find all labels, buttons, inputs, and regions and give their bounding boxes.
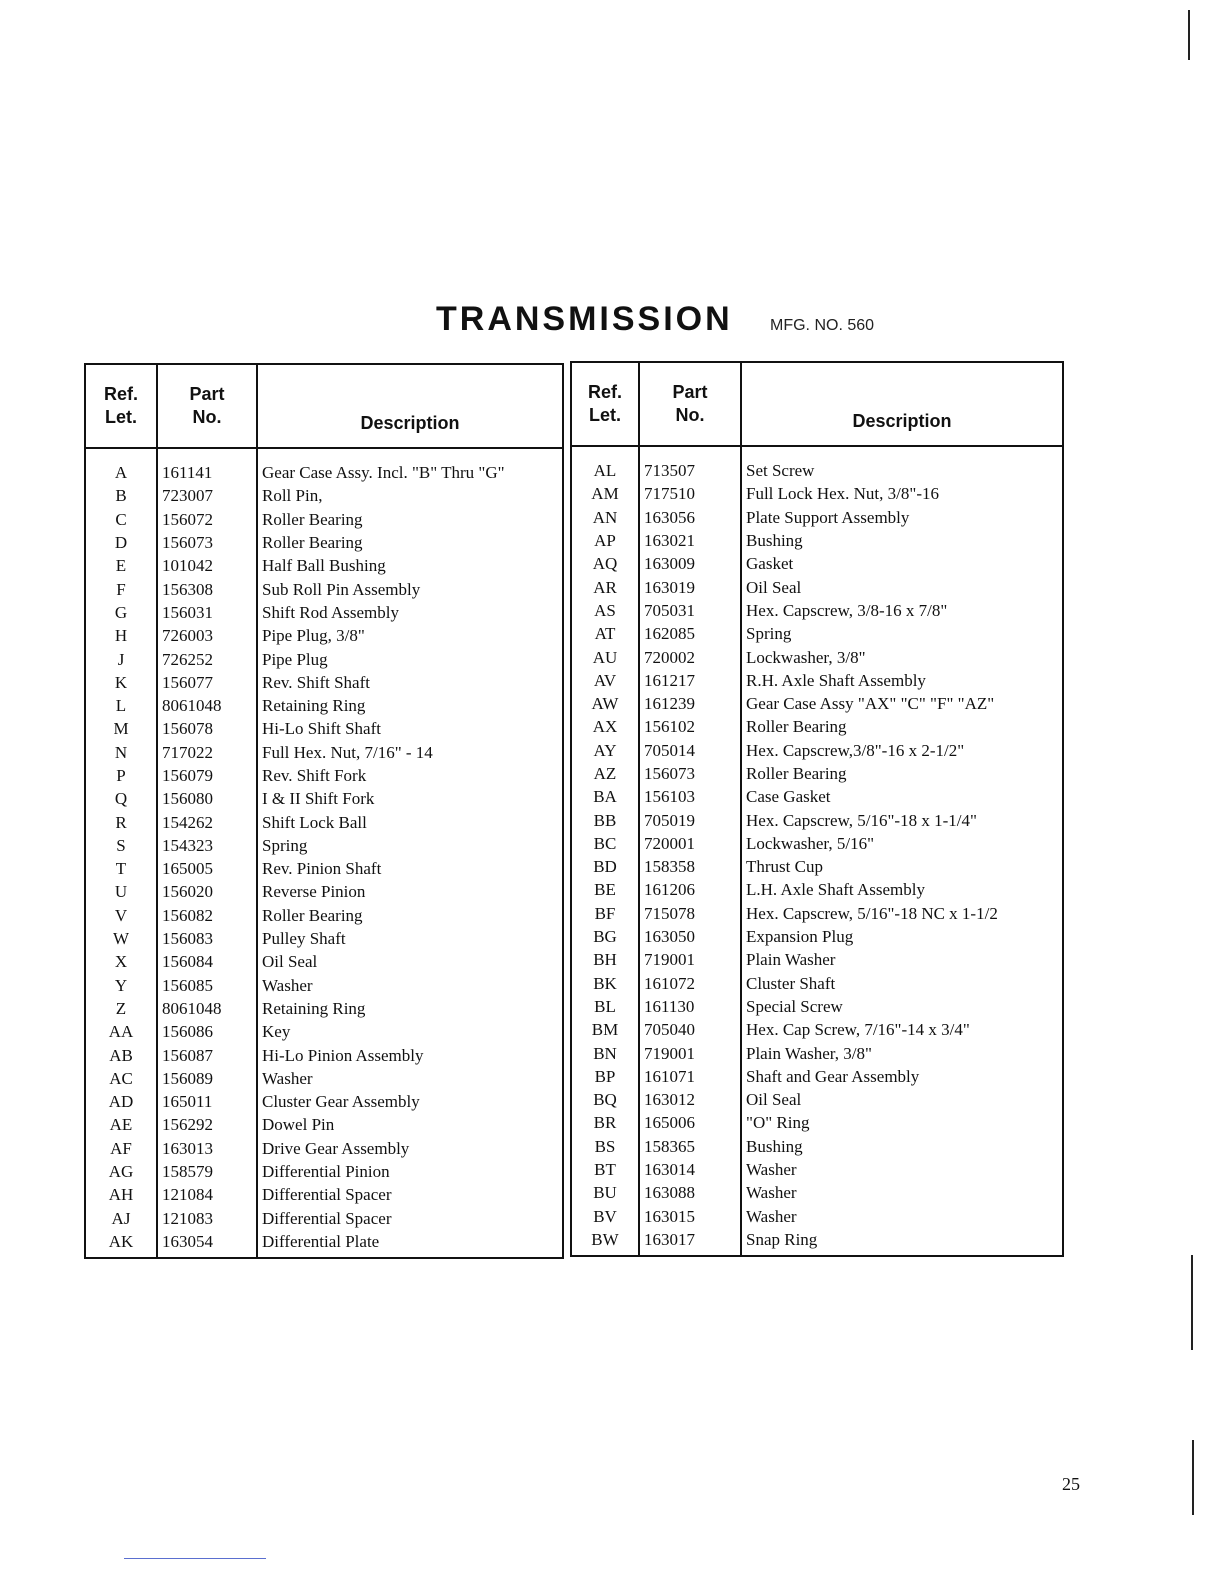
- ref-let-cell: BP: [571, 1065, 639, 1088]
- table-row: [85, 484, 563, 507]
- part-no-cell: 163050: [639, 925, 741, 948]
- table-row: [85, 1230, 563, 1258]
- part-no-cell: 156077: [157, 671, 257, 694]
- page-number: 25: [1062, 1474, 1080, 1494]
- part-no-cell: 717022: [157, 741, 257, 764]
- ref-let-cell: BR: [571, 1111, 639, 1134]
- ref-let-cell: G: [85, 601, 157, 624]
- table-header-row: [571, 362, 1063, 446]
- table-row: [85, 1113, 563, 1136]
- description-cell: Special Screw: [746, 996, 843, 1016]
- ref-let-cell: BQ: [571, 1088, 639, 1111]
- part-no-cell: 161072: [639, 972, 741, 995]
- description-cell: Rev. Shift Shaft: [262, 672, 370, 692]
- ref-let-cell: Q: [85, 787, 157, 810]
- description-cell: Differential Pinion: [262, 1162, 390, 1182]
- ref-let-cell: M: [85, 717, 157, 740]
- ref-let-cell: V: [85, 904, 157, 927]
- part-no-cell: 156073: [639, 762, 741, 785]
- ref-let-cell: BG: [571, 925, 639, 948]
- ref-let-cell: AH: [85, 1183, 157, 1206]
- part-no-cell: 156103: [639, 785, 741, 808]
- part-no-cell: 719001: [639, 948, 741, 971]
- ref-let-cell: BB: [571, 808, 639, 831]
- part-no-cell: 163013: [157, 1137, 257, 1160]
- ref-let-cell: AW: [571, 692, 639, 715]
- part-no-cell: 163014: [639, 1158, 741, 1181]
- description-cell: Bushing: [746, 1136, 803, 1156]
- part-no-cell: 161239: [639, 692, 741, 715]
- table-row: [85, 741, 563, 764]
- part-no-cell: 726252: [157, 647, 257, 670]
- part-no-cell: 163019: [639, 575, 741, 598]
- table-row: [85, 694, 563, 717]
- ref-let-cell: AY: [571, 739, 639, 762]
- part-no-cell: 161130: [639, 995, 741, 1018]
- table-row: [85, 1160, 563, 1183]
- ref-let-cell: BL: [571, 995, 639, 1018]
- part-no-cell: 156084: [157, 950, 257, 973]
- parts-table-body-left: [85, 448, 563, 1258]
- description-cell: Rev. Shift Fork: [262, 766, 367, 785]
- table-row: [85, 997, 563, 1020]
- ref-let-cell: AR: [571, 575, 639, 598]
- table-row: [571, 575, 1063, 598]
- part-no-cell: 163088: [639, 1181, 741, 1204]
- description-cell: Differential Plate: [262, 1231, 380, 1251]
- table-row: [571, 669, 1063, 692]
- ref-let-cell: AG: [85, 1160, 157, 1183]
- description-cell: Retaining Ring: [262, 696, 366, 716]
- ref-let-cell: AT: [571, 622, 639, 645]
- ref-let-cell: BN: [571, 1041, 639, 1064]
- ref-let-cell: AF: [85, 1137, 157, 1160]
- ref-let-cell: AU: [571, 645, 639, 668]
- ref-let-header: Ref. Let.: [85, 364, 157, 448]
- part-no-cell: 163015: [639, 1205, 741, 1228]
- ref-let-cell: BS: [571, 1135, 639, 1158]
- part-no-header: Part No.: [157, 364, 257, 448]
- ref-let-cell: AN: [571, 506, 639, 529]
- ref-let-cell: A: [85, 448, 157, 484]
- table-row: [571, 762, 1063, 785]
- ref-let-cell: Z: [85, 997, 157, 1020]
- part-no-cell: 154262: [157, 810, 257, 833]
- part-no-cell: 156102: [639, 715, 741, 738]
- part-no-cell: 723007: [157, 484, 257, 507]
- description-cell: Bushing: [746, 531, 803, 551]
- part-no-cell: 156079: [157, 764, 257, 787]
- table-row: [571, 995, 1063, 1018]
- part-no-cell: 156086: [157, 1020, 257, 1043]
- description-cell: Shift Lock Ball: [262, 812, 367, 832]
- description-cell: Full Lock Hex. Nut, 3/8"-16: [746, 484, 939, 504]
- description-cell: Case Gasket: [746, 787, 831, 807]
- table-row: [571, 948, 1063, 971]
- margin-rule: [1188, 10, 1190, 60]
- margin-rule: [124, 1558, 266, 1559]
- part-no-cell: 156292: [157, 1113, 257, 1136]
- description-cell: Set Screw: [746, 461, 815, 481]
- table-row: [571, 482, 1063, 505]
- table-row: [85, 1090, 563, 1113]
- part-no-cell: 156085: [157, 974, 257, 997]
- description-cell: Key: [262, 1022, 291, 1042]
- ref-let-cell: B: [85, 484, 157, 507]
- part-no-cell: 156078: [157, 717, 257, 740]
- description-cell: "O" Ring: [746, 1113, 810, 1133]
- part-no-cell: 163012: [639, 1088, 741, 1111]
- ref-let-cell: BM: [571, 1018, 639, 1041]
- table-row: [85, 448, 563, 484]
- description-cell: Oil Seal: [746, 1090, 802, 1110]
- description-cell: Washer: [262, 1068, 313, 1088]
- table-row: [85, 1043, 563, 1066]
- part-no-cell: 156087: [157, 1043, 257, 1066]
- description-cell: Roller Bearing: [262, 509, 363, 529]
- part-no-cell: 720002: [639, 645, 741, 668]
- part-no-cell: 719001: [639, 1041, 741, 1064]
- ref-let-cell: J: [85, 647, 157, 670]
- description-cell: I & II Shift Fork: [262, 789, 375, 809]
- table-row: [571, 599, 1063, 622]
- table-header-row: [85, 364, 563, 448]
- ref-let-cell: AZ: [571, 762, 639, 785]
- description-cell: Cluster Shaft: [746, 973, 836, 993]
- table-row: [571, 1158, 1063, 1181]
- ref-let-cell: X: [85, 950, 157, 973]
- ref-let-cell: BC: [571, 832, 639, 855]
- table-row: [85, 1067, 563, 1090]
- margin-rule: [1191, 1255, 1193, 1350]
- part-no-cell: 8061048: [157, 694, 257, 717]
- table-row: [571, 622, 1063, 645]
- part-no-cell: 161071: [639, 1065, 741, 1088]
- part-no-cell: 163017: [639, 1228, 741, 1256]
- table-row: [571, 785, 1063, 808]
- table-row: [571, 552, 1063, 575]
- part-no-cell: 162085: [639, 622, 741, 645]
- ref-let-cell: AL: [571, 446, 639, 482]
- description-cell: R.H. Axle Shaft Assembly: [746, 670, 926, 690]
- ref-let-cell: W: [85, 927, 157, 950]
- table-row: [85, 834, 563, 857]
- part-no-cell: 156082: [157, 904, 257, 927]
- ref-let-cell: AS: [571, 599, 639, 622]
- margin-rule: [1192, 1440, 1194, 1515]
- table-row: [85, 810, 563, 833]
- part-no-cell: 156020: [157, 880, 257, 903]
- description-cell: Half Ball Bushing: [262, 556, 386, 576]
- description-cell: Pulley Shaft: [262, 929, 346, 949]
- ref-let-cell: AQ: [571, 552, 639, 575]
- ref-let-cell: AP: [571, 529, 639, 552]
- parts-table-left: [84, 363, 564, 1259]
- part-no-cell: 121083: [157, 1207, 257, 1230]
- description-cell: Roller Bearing: [746, 764, 847, 783]
- table-row: [571, 1205, 1063, 1228]
- ref-let-cell: BW: [571, 1228, 639, 1256]
- ref-let-cell: U: [85, 880, 157, 903]
- description-cell: Gear Case Assy "AX" "C" "F" "AZ": [746, 694, 995, 714]
- description-cell: Lockwasher, 5/16": [746, 833, 875, 853]
- table-row: [571, 1065, 1063, 1088]
- description-cell: Oil Seal: [746, 577, 802, 597]
- description-cell: Differential Spacer: [262, 1208, 392, 1228]
- description-cell: Expansion Plug: [746, 927, 854, 947]
- table-row: [85, 880, 563, 903]
- description-cell: Drive Gear Assembly: [262, 1138, 410, 1158]
- description-cell: Washer: [746, 1160, 797, 1180]
- ref-let-cell: H: [85, 624, 157, 647]
- table-row: [85, 974, 563, 997]
- part-no-cell: 156083: [157, 927, 257, 950]
- description-cell: Hex. Capscrew, 3/8-16 x 7/8": [746, 600, 948, 620]
- part-no-cell: 156080: [157, 787, 257, 810]
- table-row: [85, 601, 563, 624]
- part-no-cell: 715078: [639, 902, 741, 925]
- ref-let-header: Ref. Let.: [571, 362, 639, 446]
- description-cell: Roll Pin,: [262, 486, 323, 506]
- table-row: [85, 787, 563, 810]
- ref-let-cell: AK: [85, 1230, 157, 1258]
- ref-let-cell: BA: [571, 785, 639, 808]
- part-no-cell: 165005: [157, 857, 257, 880]
- ref-let-cell: F: [85, 577, 157, 600]
- table-row: [571, 878, 1063, 901]
- mfg-number: MFG. NO. 560: [770, 317, 875, 334]
- part-no-cell: 121084: [157, 1183, 257, 1206]
- description-cell: Lockwasher, 3/8": [746, 647, 866, 667]
- table-row: [85, 1020, 563, 1043]
- ref-let-cell: Y: [85, 974, 157, 997]
- description-cell: Pipe Plug: [262, 649, 328, 669]
- ref-let-cell: L: [85, 694, 157, 717]
- ref-let-cell: AJ: [85, 1207, 157, 1230]
- description-cell: Shift Rod Assembly: [262, 602, 399, 622]
- part-no-cell: 156089: [157, 1067, 257, 1090]
- ref-let-cell: T: [85, 857, 157, 880]
- parts-table-body-right: [571, 446, 1063, 1256]
- table-row: [571, 529, 1063, 552]
- ref-let-cell: BU: [571, 1181, 639, 1204]
- part-no-cell: 726003: [157, 624, 257, 647]
- description-cell: Shaft and Gear Assembly: [746, 1066, 920, 1086]
- part-no-cell: 713507: [639, 446, 741, 482]
- table-row: [85, 531, 563, 554]
- table-row: [85, 1183, 563, 1206]
- ref-let-cell: BH: [571, 948, 639, 971]
- part-no-cell: 158365: [639, 1135, 741, 1158]
- ref-let-cell: AX: [571, 715, 639, 738]
- ref-let-cell: P: [85, 764, 157, 787]
- table-row: [571, 808, 1063, 831]
- table-row: [85, 927, 563, 950]
- table-row: [571, 832, 1063, 855]
- description-cell: Hex. Cap Screw, 7/16"-14 x 3/4": [746, 1020, 970, 1040]
- description-cell: Reverse Pinion: [262, 882, 366, 902]
- description-cell: Retaining Ring: [262, 998, 366, 1018]
- part-no-cell: 156308: [157, 577, 257, 600]
- table-row: [571, 925, 1063, 948]
- description-cell: Sub Roll Pin Assembly: [262, 579, 421, 599]
- part-no-cell: 705040: [639, 1018, 741, 1041]
- ref-let-cell: AC: [85, 1067, 157, 1090]
- table-row: [85, 577, 563, 600]
- part-no-cell: 101042: [157, 554, 257, 577]
- table-row: [571, 902, 1063, 925]
- description-cell: Washer: [746, 1206, 797, 1226]
- table-row: [85, 647, 563, 670]
- description-cell: Thrust Cup: [746, 857, 823, 877]
- part-no-cell: 8061048: [157, 997, 257, 1020]
- table-row: [571, 692, 1063, 715]
- part-no-cell: 161217: [639, 669, 741, 692]
- ref-let-cell: K: [85, 671, 157, 694]
- description-cell: L.H. Axle Shaft Assembly: [746, 880, 925, 900]
- description-header: Description: [257, 364, 563, 448]
- description-cell: Hex. Capscrew,3/8"-16 x 2-1/2": [746, 740, 965, 760]
- description-cell: Gasket: [746, 554, 794, 574]
- table-row: [571, 1228, 1063, 1256]
- description-cell: Full Hex. Nut, 7/16" - 14: [262, 742, 433, 762]
- table-row: [85, 950, 563, 973]
- table-row: [85, 904, 563, 927]
- description-cell: Gear Case Assy. Incl. "B" Thru "G": [262, 463, 505, 483]
- ref-let-cell: C: [85, 508, 157, 531]
- description-cell: Snap Ring: [746, 1229, 818, 1249]
- part-no-cell: 165011: [157, 1090, 257, 1113]
- ref-let-cell: AM: [571, 482, 639, 505]
- ref-let-cell: AD: [85, 1090, 157, 1113]
- part-no-cell: 705031: [639, 599, 741, 622]
- description-cell: Hex. Capscrew, 5/16"-18 NC x 1-1/2: [746, 903, 998, 923]
- ref-let-cell: BF: [571, 902, 639, 925]
- table-row: [571, 1181, 1063, 1204]
- table-row: [85, 554, 563, 577]
- table-row: [571, 1111, 1063, 1134]
- description-cell: Rev. Pinion Shaft: [262, 859, 382, 879]
- description-cell: Spring: [746, 624, 792, 644]
- part-no-cell: 158579: [157, 1160, 257, 1183]
- description-cell: Roller Bearing: [746, 717, 847, 737]
- table-row: [85, 717, 563, 740]
- part-no-cell: 720001: [639, 832, 741, 855]
- description-cell: Hi-Lo Pinion Assembly: [262, 1045, 424, 1065]
- part-no-cell: 154323: [157, 834, 257, 857]
- table-row: [571, 1135, 1063, 1158]
- table-row: [571, 446, 1063, 482]
- table-row: [571, 1088, 1063, 1111]
- description-cell: Hex. Capscrew, 5/16"-18 x 1-1/4": [746, 810, 977, 830]
- part-no-cell: 163054: [157, 1230, 257, 1258]
- description-cell: Plate Support Assembly: [746, 507, 910, 527]
- part-no-cell: 161206: [639, 878, 741, 901]
- table-row: [571, 739, 1063, 762]
- description-header: Description: [741, 362, 1063, 446]
- ref-let-cell: AB: [85, 1043, 157, 1066]
- part-no-cell: 717510: [639, 482, 741, 505]
- ref-let-cell: AV: [571, 669, 639, 692]
- part-no-cell: 705019: [639, 808, 741, 831]
- page-title: TRANSMISSION: [436, 300, 733, 338]
- part-no-cell: 163021: [639, 529, 741, 552]
- description-cell: Plain Washer: [746, 950, 836, 970]
- description-cell: Roller Bearing: [262, 533, 363, 553]
- description-cell: Dowel Pin: [262, 1115, 335, 1135]
- table-row: [571, 645, 1063, 668]
- description-cell: Roller Bearing: [262, 905, 363, 925]
- description-cell: Cluster Gear Assembly: [262, 1092, 420, 1112]
- part-no-cell: 161141: [157, 448, 257, 484]
- table-row: [85, 1137, 563, 1160]
- part-no-cell: 156072: [157, 508, 257, 531]
- table-row: [571, 506, 1063, 529]
- ref-let-cell: AA: [85, 1020, 157, 1043]
- table-row: [571, 855, 1063, 878]
- part-no-cell: 156031: [157, 601, 257, 624]
- part-no-cell: 163056: [639, 506, 741, 529]
- ref-let-cell: BT: [571, 1158, 639, 1181]
- description-cell: Oil Seal: [262, 952, 318, 972]
- ref-let-cell: D: [85, 531, 157, 554]
- table-row: [85, 1207, 563, 1230]
- part-no-cell: 705014: [639, 739, 741, 762]
- table-row: [571, 972, 1063, 995]
- table-row: [85, 508, 563, 531]
- part-no-cell: 158358: [639, 855, 741, 878]
- part-no-cell: 156073: [157, 531, 257, 554]
- parts-table-right: [570, 361, 1064, 1257]
- description-cell: Pipe Plug, 3/8": [262, 626, 365, 646]
- ref-let-cell: N: [85, 741, 157, 764]
- ref-let-cell: BD: [571, 855, 639, 878]
- part-no-header: Part No.: [639, 362, 741, 446]
- table-row: [571, 715, 1063, 738]
- part-no-cell: 163009: [639, 552, 741, 575]
- description-cell: Hi-Lo Shift Shaft: [262, 719, 381, 739]
- table-row: [85, 764, 563, 787]
- description-cell: Washer: [746, 1183, 797, 1203]
- ref-let-cell: BE: [571, 878, 639, 901]
- ref-let-cell: BK: [571, 972, 639, 995]
- description-cell: Washer: [262, 975, 313, 995]
- ref-let-cell: R: [85, 810, 157, 833]
- table-row: [85, 857, 563, 880]
- ref-let-cell: BV: [571, 1205, 639, 1228]
- ref-let-cell: AE: [85, 1113, 157, 1136]
- description-cell: Spring: [262, 835, 308, 855]
- part-no-cell: 165006: [639, 1111, 741, 1134]
- table-row: [571, 1041, 1063, 1064]
- ref-let-cell: E: [85, 554, 157, 577]
- description-cell: Differential Spacer: [262, 1185, 392, 1205]
- ref-let-cell: S: [85, 834, 157, 857]
- table-row: [85, 671, 563, 694]
- table-row: [85, 624, 563, 647]
- table-row: [571, 1018, 1063, 1041]
- description-cell: Plain Washer, 3/8": [746, 1043, 872, 1063]
